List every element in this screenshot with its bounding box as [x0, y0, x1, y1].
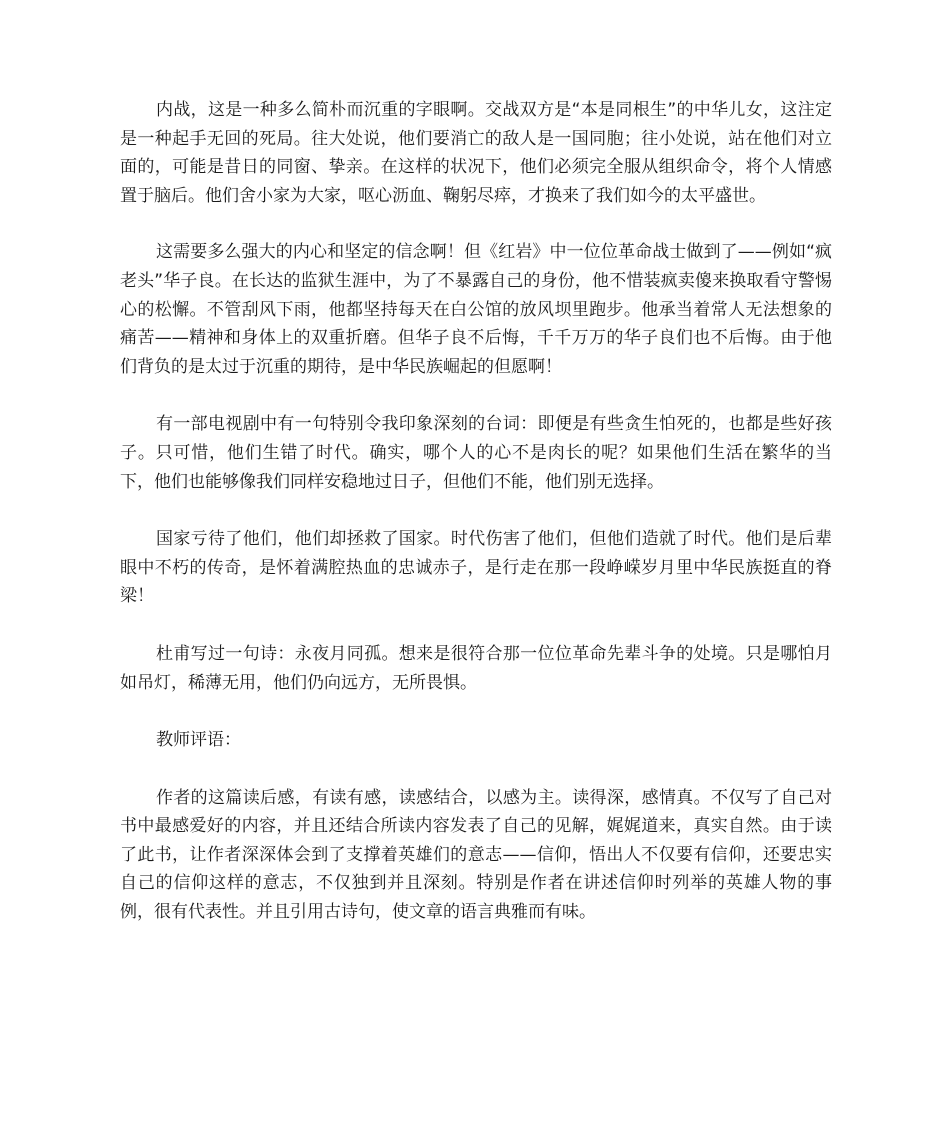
paragraph-tv-quote: 有一部电视剧中有一句特别令我印象深刻的台词：即便是有些贪生怕死的，也都是些好孩子。只可惜，他们生错了时代。确实，哪个人的心不是肉长的呢？如果他们生活在繁华的当下，他们也能够像我们同样安稳地过日子，但他们不能，他们别无选择。 — [120, 414, 832, 492]
paragraph-teacher-comment: 作者的这篇读后感，有读有感，读感结合，以感为主。读得深，感情真。不仅写了自己对书中最感爱好的内容，并且还结合所读内容发表了自己的见解，娓娓道来，真实自然。由于读了此书，让作者深深体会到了支撑着英雄们的意志——信仰，悟出人不仅要有信仰，还要忠实自己的信仰这样的意志，不仅独到并且深刻。特别是作者在讲述信仰时列举的英雄人物的事例，很有代表性。并且引用古诗句，使文章的语言典雅而有味。 — [120, 787, 832, 923]
paragraph-hua-ziliang: 这需要多么强大的内心和坚定的信念啊！但《红岩》中一位位革命战士做到了——例如“疯老头”华子良。在长达的监狱生涯中，为了不暴露自己的身份，他不惜装疯卖傻来换取看守警惕心的松懈。不管刮风下雨，他都坚持每天在白公馆的放风坝里跑步。他承当着常人无法想象的痛苦——精神和身体上的双重折磨。但华子良不后悔，千千万万的华子良们也不后悔。由于他们背负的是太过于沉重的期待，是中华民族崛起的但愿啊！ — [120, 242, 832, 377]
paragraph-du-fu-poem: 杜甫写过一句诗：永夜月同孤。想来是很符合那一位位革命先辈斗争的处境。只是哪怕月如吊灯，稀薄无用，他们仍向远方，无所畏惧。 — [120, 643, 832, 693]
document-page — [120, 96, 832, 956]
teacher-comment-heading: 教师评语： — [156, 730, 241, 751]
paragraph-nation: 国家亏待了他们，他们却拯救了国家。时代伤害了他们，但他们造就了时代。他们是后辈眼中不朽的传奇，是怀着满腔热血的忠诚赤子，是行走在那一段峥嵘岁月里中华民族挺直的脊梁！ — [120, 529, 832, 607]
paragraph-civil-war: 内战，这是一种多么简朴而沉重的字眼啊。交战双方是“本是同根生”的中华儿女，这注定是一种起手无回的死局。往大处说，他们要消亡的敌人是一国同胞；往小处说，站在他们对立面的，可能是昔日的同窗、挚亲。在这样的状况下，他们必须完全服从组织命令，将个人情感置于脑后。他们舍小家为大家，呕心沥血、鞠躬尽瘁，才换来了我们如今的太平盛世。 — [120, 100, 832, 206]
